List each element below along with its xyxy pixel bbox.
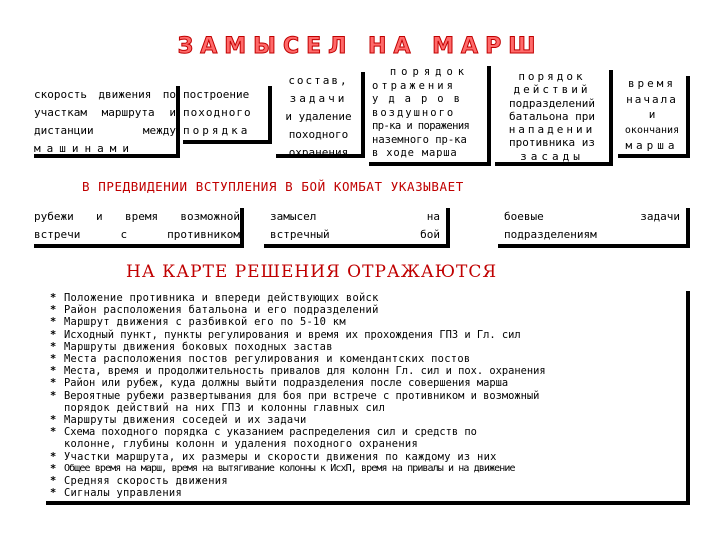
list-item-text: Маршрут движения с разбивкой его по 5-10 км [64, 316, 346, 329]
box-line: встречи с противником [34, 228, 240, 241]
list-item-text: Район или рубеж, куда должны выйти подразделения после совершения марша [64, 377, 509, 390]
bullet-marker: * [50, 377, 57, 390]
box-line: и [648, 108, 656, 121]
list-item [50, 377, 682, 389]
list-item [50, 329, 682, 341]
box-line: в ходе марша [372, 147, 458, 159]
box-line: машинами [34, 142, 135, 155]
list-item [50, 451, 682, 463]
bullet-marker: * [50, 316, 57, 329]
box-line: встречный бой [270, 228, 440, 241]
decision-map-list [46, 291, 690, 505]
list-item-text: Сигналы управления [64, 487, 183, 500]
box-line: боевые задачи [504, 210, 680, 223]
box-speed [34, 86, 180, 158]
bullet-marker: * [50, 304, 57, 317]
list-item-text: Вероятные рубежи развертывания для боя при встрече с противником и возможный [64, 389, 540, 402]
box-march-order [183, 86, 272, 144]
box-line: время [627, 77, 677, 90]
list-item-text: Средняя скорость движения [64, 475, 228, 488]
box-line: наземного пр-ка [372, 133, 467, 146]
box-line: марша [625, 139, 679, 152]
list-item [50, 390, 682, 402]
box-line: задачи [289, 92, 348, 105]
bullet-marker: * [50, 340, 57, 353]
box-line: начала [626, 92, 678, 106]
list-item [50, 353, 682, 365]
bullet-marker: * [50, 450, 57, 463]
list-item [50, 475, 682, 487]
box-line: нападении [508, 123, 596, 137]
map-reflects-heading: НА КАРТЕ РЕШЕНИЯ ОТРАЖАЮТСЯ [126, 262, 498, 282]
list-item-text: Исходный пункт, пункты регулирования и время их прохождения ГПЗ и Гл. сил [64, 328, 521, 341]
box-line: состав, [288, 74, 349, 87]
box-line: пр-ка и поражения [372, 120, 470, 132]
list-item [50, 463, 682, 475]
list-item-text: Участки маршрута, их размеры и скорости движения по каждому из них [64, 450, 497, 463]
box-line: окончания [624, 124, 680, 136]
list-item [50, 426, 682, 438]
box-line: батальона при [508, 109, 596, 123]
bullet-marker: * [50, 475, 57, 488]
bullet-marker: * [50, 414, 57, 427]
list-item-text: Места, время и продолжительность привалов для колонн Гл. сил и пох. охранения [64, 365, 546, 378]
box-ambush [495, 70, 613, 166]
list-item [50, 341, 682, 353]
box-line: противника из [508, 136, 596, 150]
box-combat-tasks [498, 208, 690, 248]
box-line: воздушного [372, 106, 456, 119]
list-item-text: Маршруты движения соседей и их задачи [64, 414, 307, 427]
list-item [50, 292, 682, 304]
bullet-marker: * [50, 462, 57, 475]
box-line: построение [183, 88, 250, 101]
box-line: действий [513, 83, 591, 97]
list-item-text: Маршруты движения боковых походных застав [64, 340, 333, 353]
bullet-marker: * [50, 328, 57, 341]
list-item [50, 365, 682, 377]
box-line: рубежи и время возможной [34, 210, 240, 223]
bullet-marker: * [50, 353, 57, 366]
box-line: ударов [372, 93, 470, 105]
list-item-text: Схема походного порядка с указанием распределения сил и средств по [64, 426, 477, 439]
box-line: отражения [372, 79, 456, 92]
bullet-marker: * [50, 426, 57, 439]
box-line: и удаление [285, 110, 352, 123]
bullet-marker: * [50, 292, 57, 304]
box-line: походного [183, 106, 252, 119]
box-line: походного [288, 128, 349, 141]
box-line: порядок [389, 66, 470, 78]
bullet-marker: * [50, 487, 57, 500]
list-item-text: Общее время на марш, время на вытягивание колонны к ИсхП, время на привалы и на движение [64, 462, 515, 474]
box-line: порядка [183, 124, 251, 137]
list-item [50, 316, 682, 328]
list-item-continuation: колонне, глубины колонн и удаления походного охранения [64, 438, 419, 451]
box-line: порядок [518, 70, 586, 83]
box-line: охранения [288, 146, 349, 159]
list-item [50, 414, 682, 426]
box-meeting-lines [34, 208, 244, 248]
list-item-continuation: порядок действий на них ГПЗ и колонны главных сил [64, 401, 386, 414]
commander-indicates-heading: В ПРЕДВИДЕНИИ ВСТУПЛЕНИЯ В БОЙ КОМБАТ УКАЗЫВАЕТ [82, 179, 464, 194]
list-item [50, 304, 682, 316]
page-title: ЗАМЫСЕЛ НА МАРШ [177, 34, 543, 59]
box-line: засады [520, 149, 584, 163]
list-item-text: Положение противника и впереди действующих войск [64, 292, 379, 304]
bullet-marker: * [50, 365, 57, 378]
list-item-text: Места расположения постов регулирования и комендантских постов [64, 353, 471, 366]
box-line: подразделений [508, 96, 596, 110]
box-line: скорость движения по [34, 88, 176, 101]
box-line: подразделениям [504, 228, 597, 241]
box-air-defense [369, 66, 491, 166]
box-line: дистанции между [34, 124, 176, 137]
box-meeting-battle [264, 208, 450, 248]
list-item [50, 487, 682, 499]
box-line: участкам маршрута и [34, 106, 176, 119]
box-security [276, 72, 365, 158]
box-march-time [618, 76, 690, 158]
box-line: замысел на [270, 210, 440, 223]
bullet-marker: * [50, 389, 57, 402]
list-item-text: Район расположения батальона и его подразделений [64, 304, 379, 317]
